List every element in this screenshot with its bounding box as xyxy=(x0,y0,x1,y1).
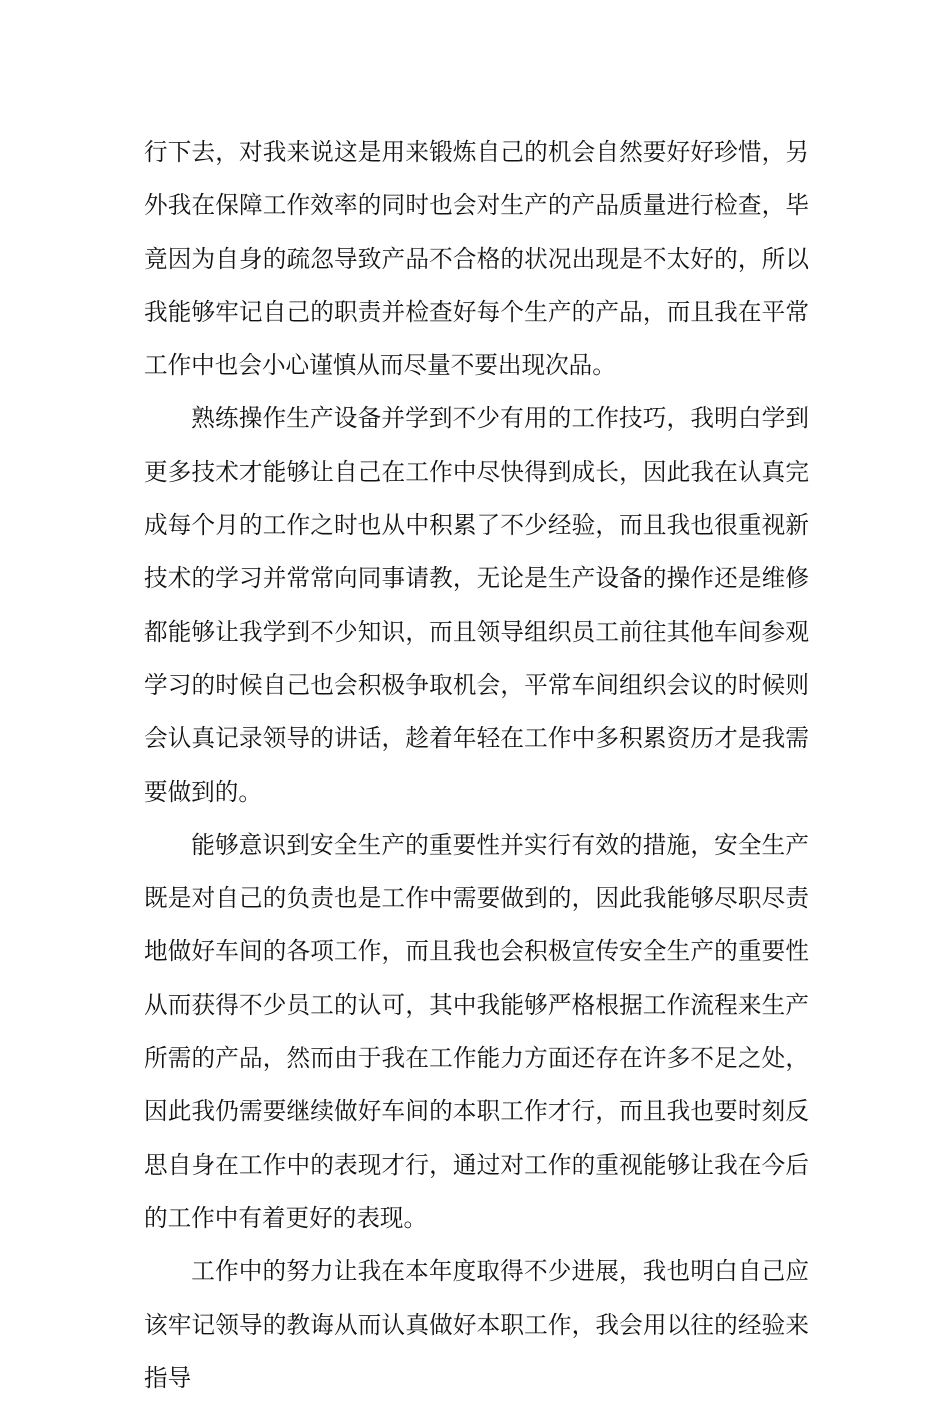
paragraph-progress: 工作中的努力让我在本年度取得不少进展，我也明白自己应该牢记领导的教诲从而认真做好本职工作，我会用以往的经验来指导 xyxy=(144,1257,809,1392)
paragraph-skills: 熟练操作生产设备并学到不少有用的工作技巧，我明白学到更多技术才能够让自己在工作中尽快得到成长，因此我在认真完成每个月的工作之时也从中积累了不少经验，而且我也很重视新技术的学习并常常向同事请教，无论是生产设备的操作还是维修都能够让我学到不少知识，而且领导组织员工前往其他车间参观学习的时候自己也会积极争取机会，平常车间组织会议的时候则会认真记录领导的讲话，趁着年轻在工作中多积累资历才是我需要做到的。 xyxy=(144,404,809,806)
paragraph-continuation: 行下去，对我来说这是用来锻炼自己的机会自然要好好珍惜，另外我在保障工作效率的同时也会对生产的产品质量进行检查，毕竟因为自身的疏忽导致产品不合格的状况出现是不太好的，所以我能够牢记自己的职责并检查好每个生产的产品，而且我在平常工作中也会小心谨慎从而尽量不要出现次品。 xyxy=(144,138,809,380)
body-text xyxy=(144,126,809,1405)
paragraph-safety: 能够意识到安全生产的重要性并实行有效的措施，安全生产既是对自己的负责也是工作中需要做到的，因此我能够尽职尽责地做好车间的各项工作，而且我也会积极宣传安全生产的重要性从而获得不少员工的认可，其中我能够严格根据工作流程来生产所需的产品，然而由于我在工作能力方面还存在许多不足之处，因此我仍需要继续做好车间的本职工作才行，而且我也要时刻反思自身在工作中的表现才行，通过对工作的重视能够让我在今后的工作中有着更好的表现。 xyxy=(144,830,809,1232)
